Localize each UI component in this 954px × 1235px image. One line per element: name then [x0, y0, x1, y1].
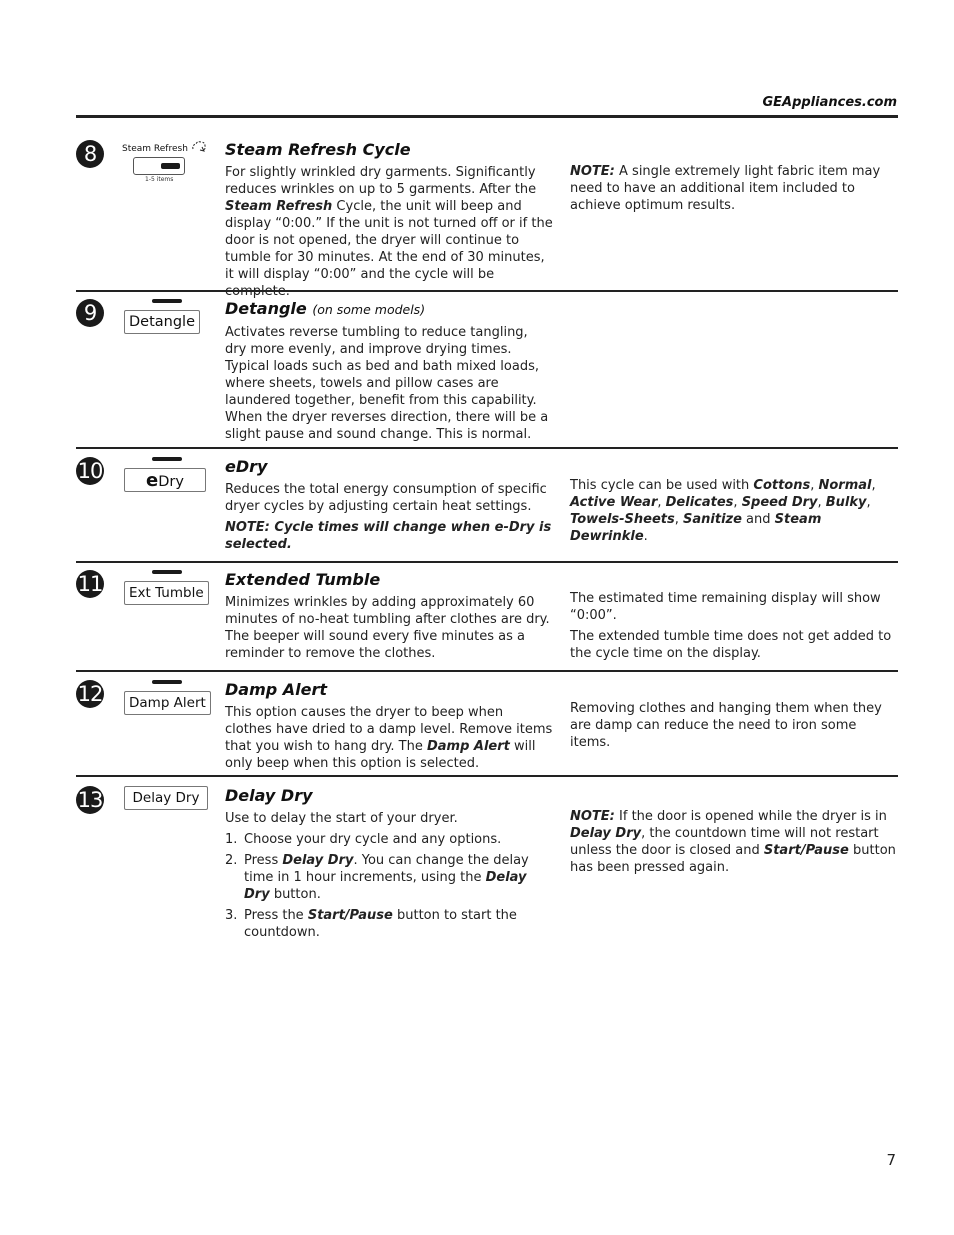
list-item: 2. Press Delay Dry. You can change the delay time in 1 hour increments, using the Delay Dry button.: [225, 853, 529, 902]
ext-tumble-pad: Ext Tumble: [124, 581, 209, 605]
steam-icon: [191, 140, 207, 154]
damp-alert-pad: Damp Alert: [124, 691, 211, 715]
section-intro: Use to delay the start of your dryer.: [225, 811, 458, 826]
steam-refresh-button[interactable]: [122, 140, 212, 183]
section-divider: [76, 670, 898, 672]
damp-alert-button[interactable]: [122, 680, 212, 715]
indicator-bar: [161, 163, 180, 169]
step-number-badge: 11: [77, 572, 103, 596]
side-note: Removing clothes and hanging them when they are damp can reduce the need to iron some items.: [570, 701, 882, 750]
delay-dry-button[interactable]: [122, 786, 212, 810]
step-number-badge: 8: [76, 140, 104, 168]
side-note-1: The estimated time remaining display will show “0:00”.: [570, 591, 881, 623]
step-number-badge: 13: [77, 788, 103, 812]
detangle-pad: Detangle: [124, 310, 200, 334]
steam-refresh-pad: [133, 157, 185, 175]
section-divider: [76, 775, 898, 777]
header-rule: [76, 115, 898, 118]
ext-tumble-button[interactable]: [122, 570, 212, 605]
step-number-badge: 10: [77, 459, 103, 483]
indicator-light: [152, 680, 182, 684]
section-description: For slightly wrinkled dry garments. Significantly reduces wrinkles on up to 5 garments. After the Steam Refresh Cycle, the unit will beep and display “0:00.” If the unit is not turned off or if the door is not opened, the dryer will continue to tumble for 30 minutes. At the end of 30 minutes, it will display “0:00” and the cycle will be: [225, 165, 553, 282]
indicator-light: [152, 299, 182, 303]
section-divider: [76, 561, 898, 563]
list-item: 3. Press the Start/Pause button to start the countdown.: [225, 908, 517, 940]
steps-list: [225, 831, 553, 941]
edry-button[interactable]: [122, 457, 212, 492]
section-divider: [76, 290, 898, 292]
section-note: NOTE: If the door is opened while the dryer is in Delay Dry, the countdown time will not restart unless the door is closed and Start/Pause button has been pressed again.: [570, 809, 896, 875]
section-title: eDry: [225, 457, 268, 476]
section-title: Extended Tumble: [225, 570, 381, 589]
section-description: Activates reverse tumbling to reduce tangling, dry more evenly, and improve drying times. Typical loads such as bed and bath mixed loads, where sheets, towels and pillow cases are laundered together, benefit from this capability. When the dryer reverses direction, there will be a slight pause and sound change. This is normal.: [225, 325, 549, 442]
section-description: This option causes the dryer to beep when clothes have dried to a damp level. Remove items that you wish to hang dry. The Damp Alert will only beep when this option is selected.: [225, 705, 553, 771]
section-title: Detangle (on some models): [225, 299, 426, 318]
steam-refresh-sublabel: 1-5 items: [145, 176, 174, 183]
website-url: GEAppliances.com: [762, 95, 897, 110]
section-divider: [76, 447, 898, 449]
section-description: Minimizes wrinkles by adding approximately 60 minutes of no-heat tumbling after clothes are dry. The beeper will sound every five minutes as a reminder to remove the clothes.: [225, 595, 550, 661]
edry-pad: eDry: [124, 468, 206, 492]
compatible-cycles: This cycle can be used with Cottons, Normal, Active Wear, Delicates, Speed Dry, Bulky, Towels-Sheets, Sanitize and Steam Dewrinkle.: [570, 478, 876, 544]
step-number-badge: 9: [76, 299, 104, 327]
list-item: 1. Choose your dry cycle and any options.: [225, 832, 502, 847]
delay-dry-pad: Delay Dry: [124, 786, 208, 810]
section-description: Reduces the total energy consumption of specific dryer cycles by adjusting certain heat settings.: [225, 482, 547, 514]
section-note: NOTE: Cycle times will change when e-Dry is selected.: [225, 520, 552, 552]
indicator-light: [152, 570, 182, 574]
section-note: NOTE: A single extremely light fabric item may need to have an additional item included to achieve optimum results.: [570, 164, 881, 213]
side-note-2: The extended tumble time does not get added to the cycle time on the display.: [570, 629, 892, 661]
steam-refresh-label: Steam Refresh: [122, 144, 188, 154]
page-number: 7: [886, 1151, 896, 1169]
section-title: Damp Alert: [225, 680, 328, 699]
detangle-button[interactable]: [122, 299, 212, 334]
indicator-light: [152, 457, 182, 461]
section-title: Delay Dry: [225, 786, 313, 805]
section-title: Steam Refresh Cycle: [225, 140, 411, 159]
step-number-badge: 12: [77, 682, 103, 706]
